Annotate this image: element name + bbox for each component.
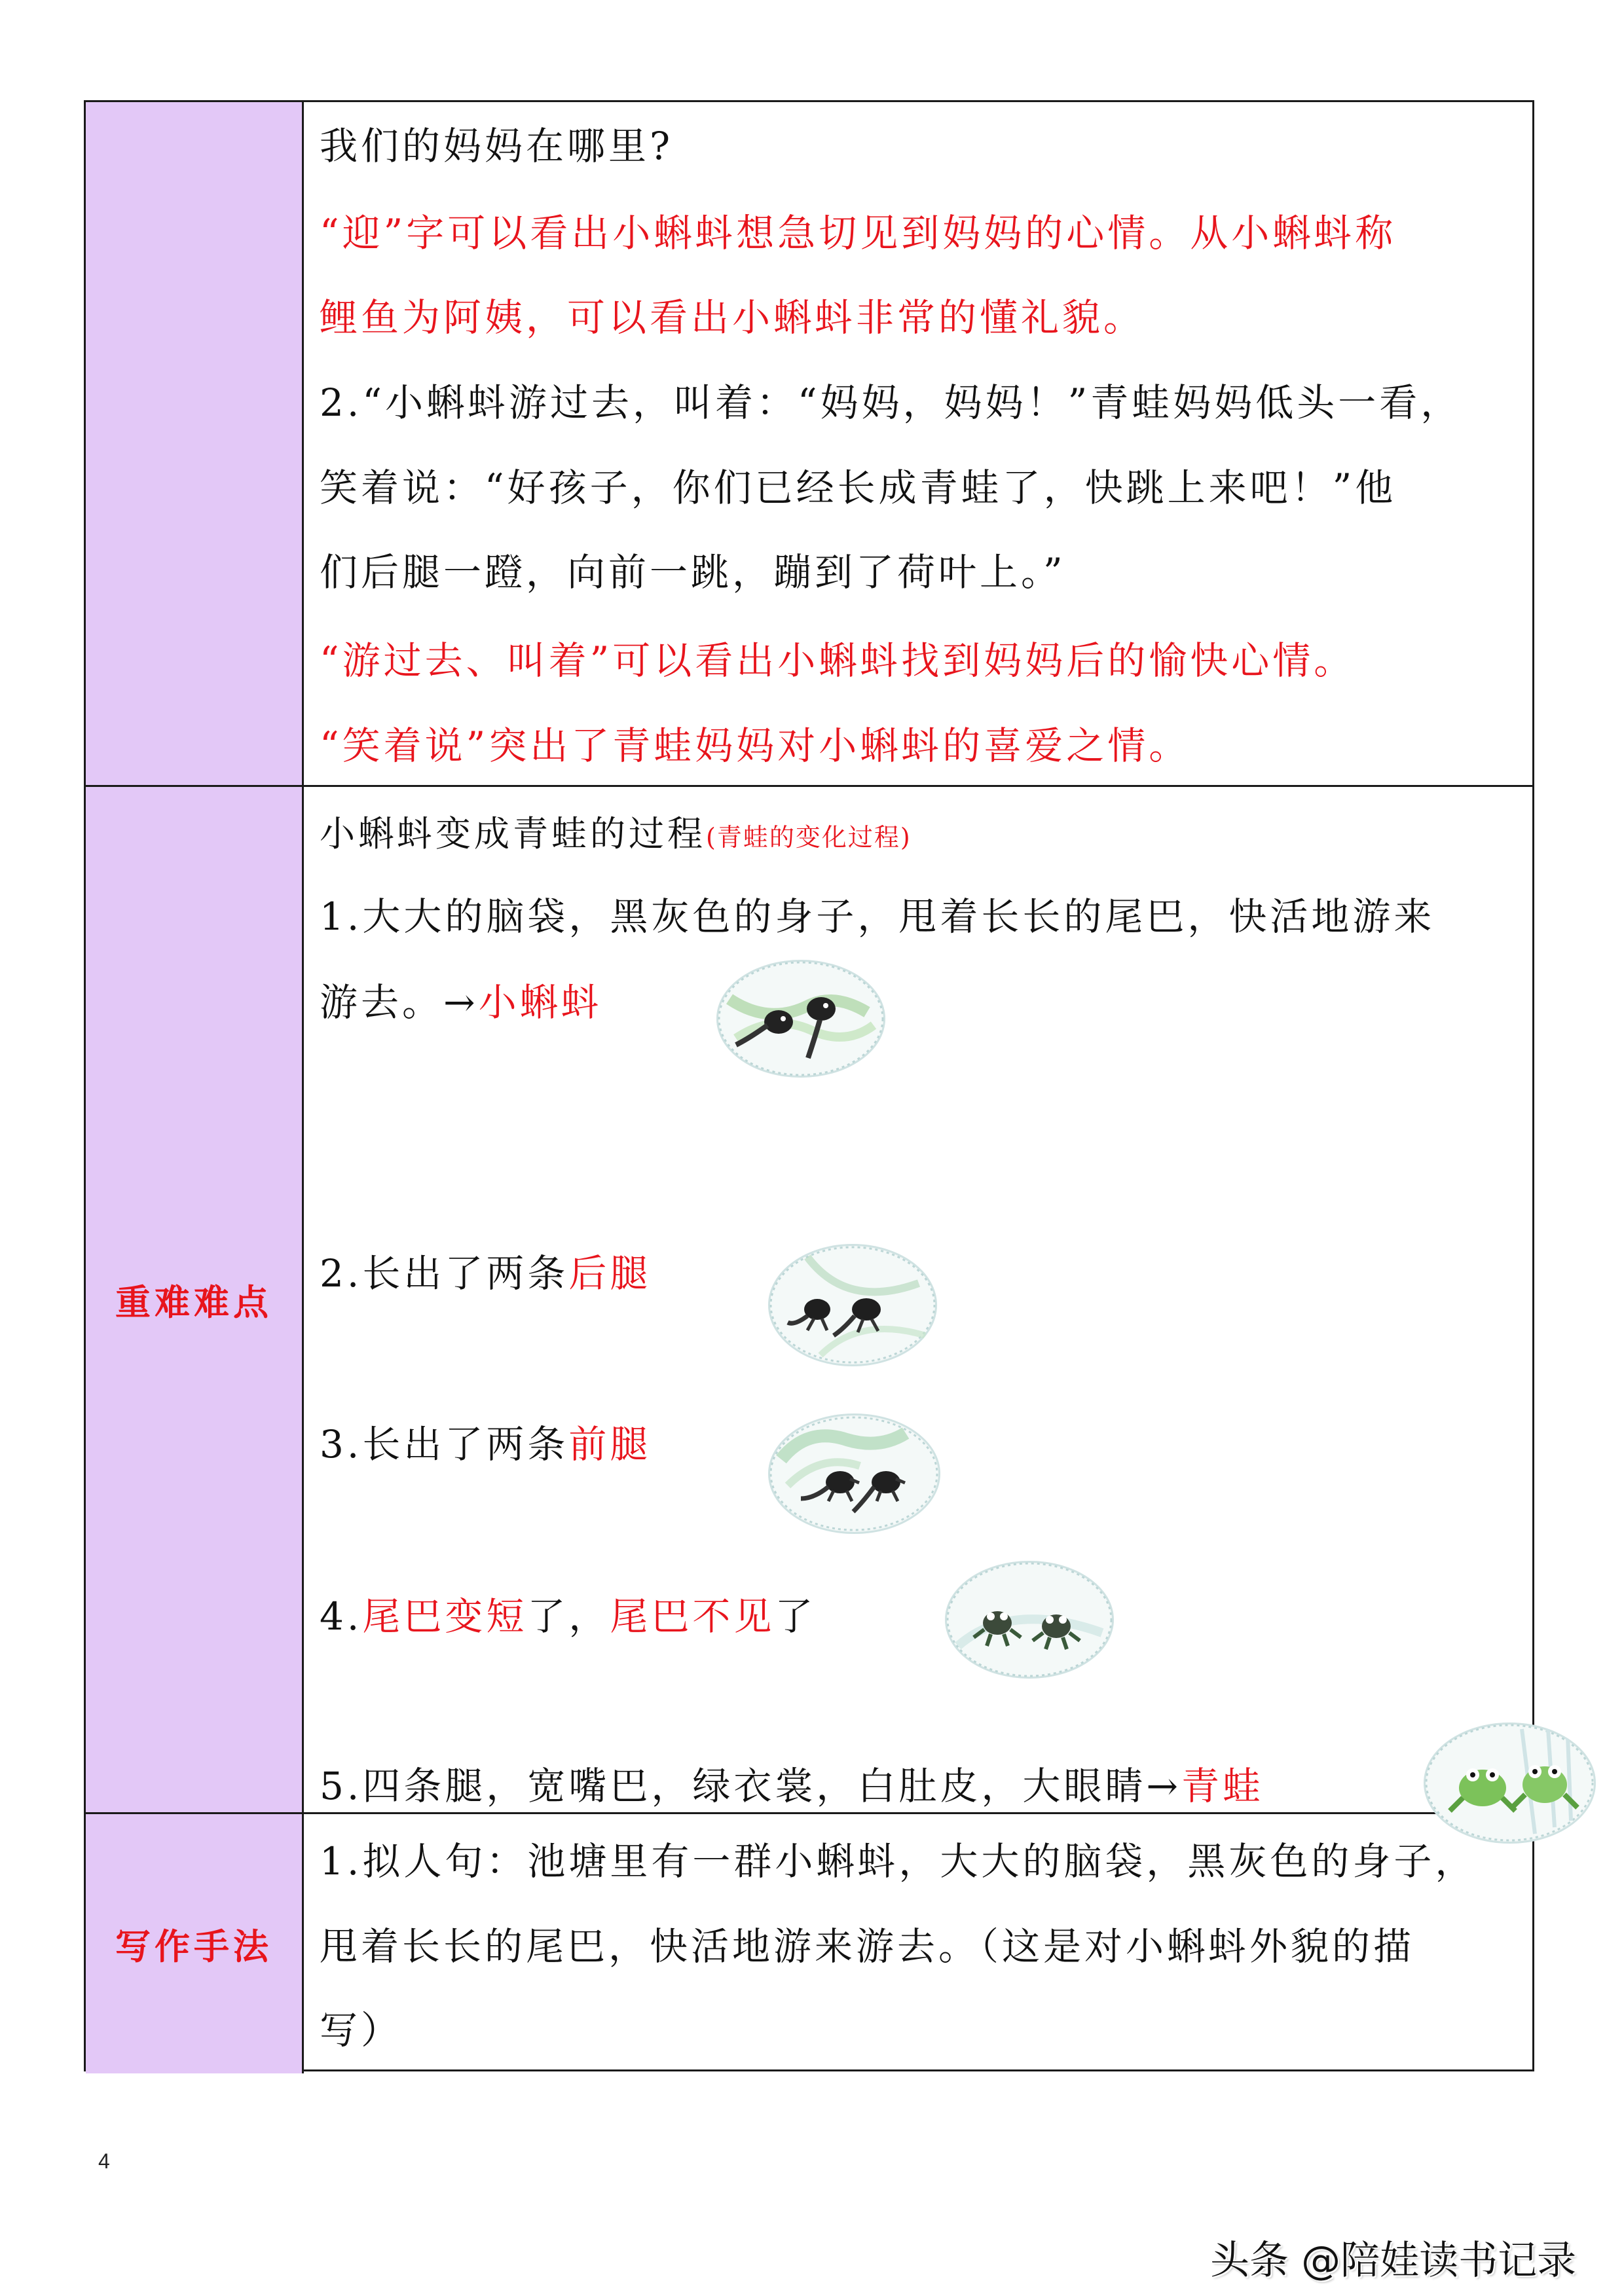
text-red: 前腿 — [568, 1422, 652, 1467]
text-line-red: “迎”字可以看出小蝌蚪想急切见到妈妈的心情。从小蝌蚪称 — [320, 211, 1397, 255]
row-content — [304, 787, 1532, 1812]
text-black: 2.长出了两条 — [320, 1251, 569, 1296]
text-line-red: “游过去、叫着”可以看出小蝌蚪找到妈妈后的愉快心情。 — [320, 638, 1356, 683]
text-line: 写） — [320, 2008, 403, 2052]
stage-4-line — [320, 1590, 1519, 1643]
text-red: 尾巴变短 — [362, 1594, 528, 1639]
row-label: 写作手法 — [115, 1925, 272, 1967]
section-heading — [320, 808, 1519, 864]
tadpoles-front-legs-image — [768, 1413, 940, 1534]
text-black: 5.四条腿，宽嘴巴，绿衣裳，白肚皮，大眼睛→ — [320, 1764, 1181, 1808]
text-black: 4. — [320, 1594, 363, 1639]
text-black: 游去。→ — [320, 980, 479, 1025]
text-line: 甩着长长的尾巴，快活地游来游去。（这是对小蝌蚪外貌的描 — [320, 1924, 1415, 1969]
row-content — [304, 102, 1532, 785]
tadpole-hind-legs-icon — [768, 1244, 937, 1366]
table-row-writing-technique — [86, 1814, 1532, 2073]
text-red: 后腿 — [568, 1251, 652, 1296]
tadpoles-image — [716, 960, 885, 1078]
text-line: 们后腿一蹬，向前一跳，蹦到了荷叶上。” — [320, 550, 1066, 594]
text-line: 我们的妈妈在哪里? — [320, 124, 674, 168]
table-row-key-points — [86, 787, 1532, 1814]
table-row-continuation — [86, 102, 1532, 787]
text-red: 小蝌蚪 — [478, 980, 602, 1025]
text-red: 青蛙 — [1181, 1764, 1264, 1808]
text-black: 3.长出了两条 — [320, 1422, 569, 1467]
froglets-image — [945, 1561, 1114, 1679]
text-black: 了 — [775, 1594, 817, 1639]
text-line: 笑着说：“好孩子，你们已经长成青蛙了，快跳上来吧！”他 — [320, 465, 1397, 510]
row-label-cell — [86, 787, 304, 1812]
stage-1-line-1: 1.大大的脑袋，黑灰色的身子，甩着长长的尾巴，快活地游来 — [320, 894, 1435, 939]
tadpoles-hind-legs-image — [768, 1244, 937, 1366]
text-black: 了， — [527, 1594, 610, 1639]
tadpole-front-legs-icon — [768, 1413, 940, 1534]
stage-5-line — [320, 1760, 1519, 1812]
text-line-red: “笑着说”突出了青蛙妈妈对小蝌蚪的喜爱之情。 — [320, 723, 1190, 768]
heading-text: 小蝌蚪变成青蛙的过程 — [320, 813, 706, 854]
lesson-table — [84, 100, 1534, 2071]
row-label-cell — [86, 102, 304, 785]
heading-note: (青蛙的变化过程) — [706, 823, 912, 852]
watermark: 头条 @陪娃读书记录 — [1210, 2238, 1577, 2284]
tadpole-icon — [716, 960, 885, 1078]
row-label-cell — [86, 1814, 304, 2073]
row-label: 重难难点 — [115, 1281, 272, 1323]
text-line: 2.“小蝌蚪游过去，叫着：“妈妈，妈妈！”青蛙妈妈低头一看， — [320, 380, 1462, 425]
froglet-icon — [945, 1561, 1114, 1679]
text-line-red: 鲤鱼为阿姨，可以看出小蝌蚪非常的懂礼貌。 — [320, 295, 1145, 340]
page-number: 4 — [98, 2149, 110, 2173]
row-content — [304, 1814, 1532, 2073]
text-line: 1.拟人句：池塘里有一群小蝌蚪，大大的脑袋，黑灰色的身子， — [320, 1839, 1477, 1884]
text-red: 尾巴不见 — [610, 1594, 775, 1639]
stage-1-line-2 — [320, 976, 1519, 1029]
